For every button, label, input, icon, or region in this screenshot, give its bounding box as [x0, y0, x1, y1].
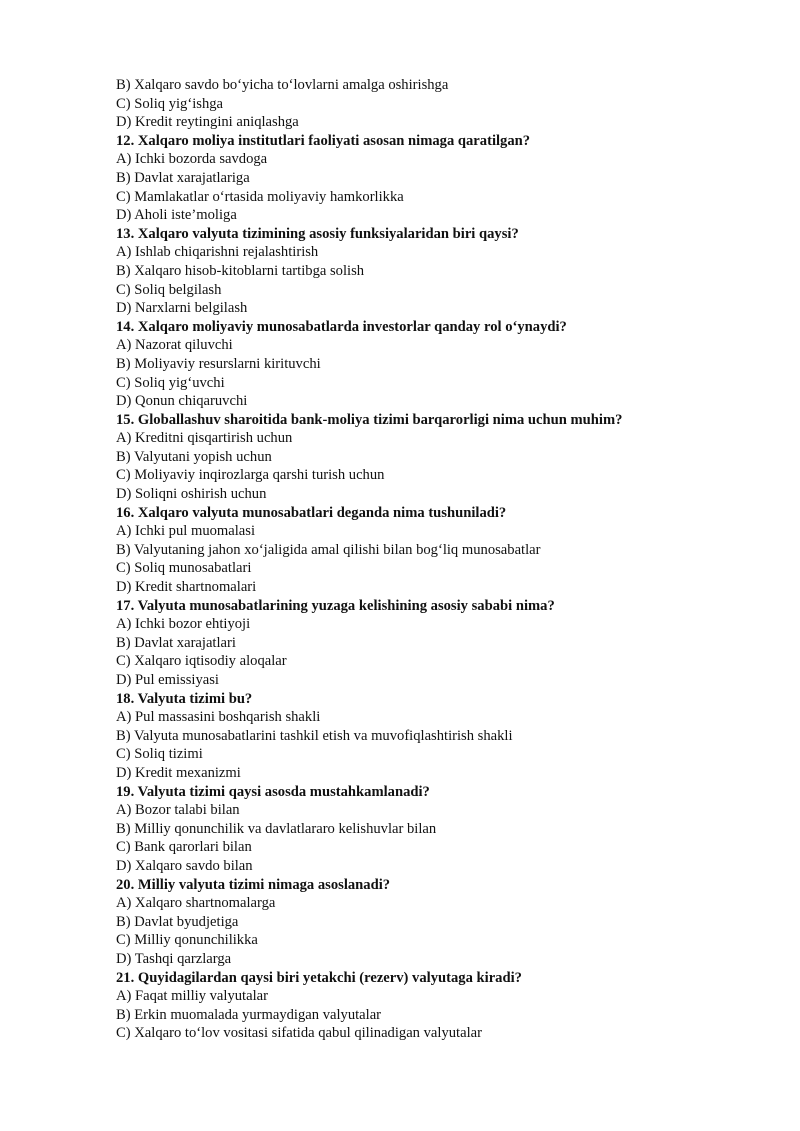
option-line: A) Bozor talabi bilan	[116, 802, 240, 819]
option-line: D) Pul emissiyasi	[116, 672, 219, 688]
question-title: 19. Valyuta tizimi qaysi asosda mustahkamlanadi?	[116, 783, 430, 800]
option-line: D) Narxlarni belgilash	[116, 300, 248, 317]
option-line: B) Erkin muomalada yurmaydigan valyutalar	[116, 1006, 382, 1023]
question-title: 21. Quyidagilardan qaysi biri yetakchi (rezerv) valyutaga kiradi?	[116, 969, 522, 986]
question-title: 20. Milliy valyuta tizimi nimaga asoslanadi?	[116, 876, 391, 893]
option-line: D) Kredit shartnomalari	[116, 579, 257, 596]
option-line: B) Valyutaning jahon xo‘jaligida amal qilishi bilan bog‘liq munosabatlar	[116, 541, 541, 558]
option-line: B) Xalqaro hisob-kitoblarni tartibga solish	[116, 262, 365, 279]
question-title: 14. Xalqaro moliyaviy munosabatlarda investorlar qanday rol o‘ynaydi?	[116, 318, 567, 335]
option-line: D) Tashqi qarzlarga	[116, 950, 232, 967]
option-line: D) Aholi iste’moliga	[116, 207, 237, 224]
option-line: D) Qonun chiqaruvchi	[116, 393, 248, 410]
question-title: 12. Xalqaro moliya institutlari faoliyati asosan nimaga qaratilgan?	[116, 132, 531, 149]
option-line: B) Xalqaro savdo bo‘yicha to‘lovlarni amalga oshirishga	[116, 77, 449, 93]
option-line: B) Davlat byudjetiga	[116, 913, 239, 930]
option-line: D) Xalqaro savdo bilan	[116, 857, 253, 874]
option-line: C) Soliq yig‘ishga	[116, 95, 224, 112]
option-line: B) Milliy qonunchilik va davlatlararo kelishuvlar bilan	[116, 820, 437, 837]
option-line: C) Mamlakatlar o‘rtasida moliyaviy hamkorlikka	[116, 188, 404, 205]
option-line: B) Valyutani yopish uchun	[116, 448, 272, 465]
question-title: 16. Xalqaro valyuta munosabatlari deganda nima tushuniladi?	[116, 504, 507, 521]
option-line: D) Soliqni oshirish uchun	[116, 486, 267, 503]
question-title: 15. Globallashuv sharoitida bank-moliya tizimi barqarorligi nima uchun muhim?	[116, 411, 623, 428]
option-line: C) Bank qarorlari bilan	[116, 839, 252, 856]
option-line: A) Faqat milliy valyutalar	[116, 988, 268, 1005]
option-line: C) Moliyaviy inqirozlarga qarshi turish uchun	[116, 467, 385, 484]
option-line: C) Soliq munosabatlari	[116, 560, 252, 577]
option-line: B) Davlat xarajatlariga	[116, 169, 250, 186]
option-line: A) Ichki pul muomalasi	[116, 523, 256, 540]
option-line: A) Ichki bozorda savdoga	[116, 151, 268, 168]
option-line: A) Xalqaro shartnomalarga	[116, 895, 276, 912]
option-line: D) Kredit mexanizmi	[116, 764, 241, 781]
question-title: 18. Valyuta tizimi bu?	[116, 690, 253, 707]
option-line: A) Ishlab chiqarishni rejalashtirish	[116, 244, 319, 261]
option-line: B) Valyuta munosabatlarini tashkil etish va muvofiqlashtirish shakli	[116, 727, 513, 744]
option-line: A) Nazorat qiluvchi	[116, 337, 233, 354]
option-line: A) Ichki bozor ehtiyoji	[116, 616, 251, 633]
option-line: B) Moliyaviy resurslarni kirituvchi	[116, 355, 321, 372]
option-line: C) Soliq belgilash	[116, 281, 222, 298]
question-title: 17. Valyuta munosabatlarining yuzaga kelishining asosiy sababi nima?	[116, 597, 555, 614]
option-line: C) Xalqaro iqtisodiy aloqalar	[116, 653, 287, 670]
question-title: 13. Xalqaro valyuta tizimining asosiy funksiyalaridan biri qaysi?	[116, 225, 519, 242]
option-line: C) Soliq tizimi	[116, 746, 203, 763]
option-line: C) Soliq yig‘uvchi	[116, 374, 225, 391]
option-line: B) Davlat xarajatlari	[116, 634, 236, 651]
option-line: A) Pul massasini boshqarish shakli	[116, 709, 321, 726]
option-line: C) Xalqaro to‘lov vositasi sifatida qabul qilinadigan valyutalar	[116, 1025, 482, 1042]
option-line: A) Kreditni qisqartirish uchun	[116, 430, 293, 447]
document-page	[116, 76, 736, 1043]
option-line: D) Kredit reytingini aniqlashga	[116, 114, 299, 131]
option-line: C) Milliy qonunchilikka	[116, 932, 258, 949]
